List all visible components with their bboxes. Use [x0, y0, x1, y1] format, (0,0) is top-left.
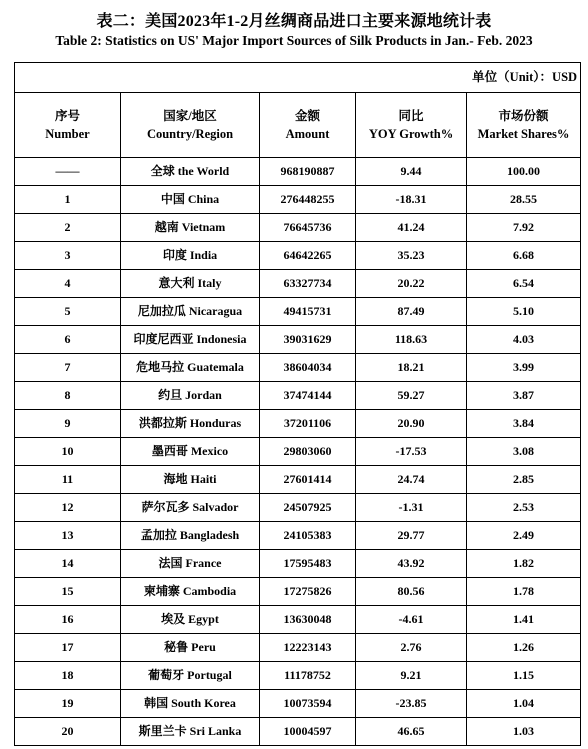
cell-share: 4.03: [467, 326, 581, 354]
cell-country: 印度 India: [121, 242, 260, 270]
cell-yoy: -18.31: [356, 186, 467, 214]
title-english: Table 2: Statistics on US' Major Import Sources of Silk Products in Jan.- Feb. 2023: [55, 33, 533, 48]
cell-number: 5: [15, 298, 121, 326]
cell-amount: 64642265: [260, 242, 356, 270]
table-row: [15, 606, 581, 634]
import-sources-table: [14, 62, 581, 746]
table-row: [15, 634, 581, 662]
cell-country: 秘鲁 Peru: [121, 634, 260, 662]
header-share-en: Market Shares%: [477, 127, 570, 141]
cell-number: 9: [15, 410, 121, 438]
cell-number: 18: [15, 662, 121, 690]
table-row: [15, 578, 581, 606]
table-row: [15, 354, 581, 382]
unit-label: 单位（Unit）：USD: [15, 63, 581, 93]
header-number-cn: 序号: [54, 109, 80, 123]
cell-yoy: 9.44: [356, 158, 467, 186]
table-row: [15, 158, 581, 186]
table-row: [15, 382, 581, 410]
cell-share: 100.00: [467, 158, 581, 186]
cell-share: 2.49: [467, 522, 581, 550]
header-amount-en: Amount: [285, 127, 330, 141]
table-row: [15, 270, 581, 298]
cell-country: 萨尔瓦多 Salvador: [121, 494, 260, 522]
cell-number: 15: [15, 578, 121, 606]
cell-amount: 38604034: [260, 354, 356, 382]
cell-share: 1.04: [467, 690, 581, 718]
cell-country: 葡萄牙 Portugal: [121, 662, 260, 690]
cell-country: 法国 France: [121, 550, 260, 578]
header-share-cn: 市场份额: [498, 109, 549, 123]
cell-country: 危地马拉 Guatemala: [121, 354, 260, 382]
cell-country: 越南 Vietnam: [121, 214, 260, 242]
cell-number: 14: [15, 550, 121, 578]
cell-share: 3.84: [467, 410, 581, 438]
cell-yoy: 80.56: [356, 578, 467, 606]
title-chinese: 表二：美国2023年1-2月丝绸商品进口主要来源地统计表: [96, 13, 492, 30]
table-row: [15, 662, 581, 690]
cell-country: 意大利 Italy: [121, 270, 260, 298]
cell-country: 斯里兰卡 Sri Lanka: [121, 718, 260, 746]
cell-share: 7.92: [467, 214, 581, 242]
cell-share: 5.10: [467, 298, 581, 326]
cell-yoy: 35.23: [356, 242, 467, 270]
cell-number: 19: [15, 690, 121, 718]
cell-yoy: 24.74: [356, 466, 467, 494]
cell-country: 柬埔寨 Cambodia: [121, 578, 260, 606]
cell-number: 11: [15, 466, 121, 494]
cell-yoy: 59.27: [356, 382, 467, 410]
cell-country: 孟加拉 Bangladesh: [121, 522, 260, 550]
cell-number: 12: [15, 494, 121, 522]
header-yoy: [356, 93, 467, 158]
cell-share: 1.03: [467, 718, 581, 746]
cell-country: 韩国 South Korea: [121, 690, 260, 718]
cell-amount: 29803060: [260, 438, 356, 466]
cell-yoy: 2.76: [356, 634, 467, 662]
cell-country: 墨西哥 Mexico: [121, 438, 260, 466]
cell-share: 1.82: [467, 550, 581, 578]
table-row: [15, 550, 581, 578]
table-row: [15, 522, 581, 550]
cell-country: 约旦 Jordan: [121, 382, 260, 410]
cell-number: 13: [15, 522, 121, 550]
cell-yoy: -4.61: [356, 606, 467, 634]
cell-amount: 24105383: [260, 522, 356, 550]
cell-share: 6.54: [467, 270, 581, 298]
cell-yoy: -17.53: [356, 438, 467, 466]
cell-number: 3: [15, 242, 121, 270]
cell-amount: 49415731: [260, 298, 356, 326]
header-amount: [260, 93, 356, 158]
cell-country: 全球 the World: [121, 158, 260, 186]
cell-number: 20: [15, 718, 121, 746]
cell-share: 1.41: [467, 606, 581, 634]
cell-yoy: -23.85: [356, 690, 467, 718]
table-row: [15, 494, 581, 522]
header-number-en: Number: [45, 127, 90, 141]
cell-share: 2.85: [467, 466, 581, 494]
cell-country: 洪都拉斯 Honduras: [121, 410, 260, 438]
cell-country: 海地 Haiti: [121, 466, 260, 494]
table-row: [15, 718, 581, 746]
cell-amount: 13630048: [260, 606, 356, 634]
cell-yoy: 18.21: [356, 354, 467, 382]
unit-row: [15, 63, 581, 93]
cell-yoy: 29.77: [356, 522, 467, 550]
cell-number: 17: [15, 634, 121, 662]
cell-number: 2: [15, 214, 121, 242]
cell-country: 尼加拉瓜 Nicaragua: [121, 298, 260, 326]
cell-number: 16: [15, 606, 121, 634]
header-yoy-en: YOY Growth%: [368, 127, 454, 141]
cell-share: 1.15: [467, 662, 581, 690]
cell-amount: 17275826: [260, 578, 356, 606]
cell-number: ——: [15, 158, 121, 186]
table-row: [15, 690, 581, 718]
cell-share: 3.87: [467, 382, 581, 410]
header-country-cn: 国家/地区: [163, 109, 217, 123]
cell-number: 1: [15, 186, 121, 214]
table-row: [15, 466, 581, 494]
table-row: [15, 298, 581, 326]
header-row: [15, 93, 581, 158]
cell-share: 6.68: [467, 242, 581, 270]
header-amount-cn: 金额: [294, 109, 320, 123]
cell-amount: 17595483: [260, 550, 356, 578]
cell-amount: 24507925: [260, 494, 356, 522]
cell-amount: 63327734: [260, 270, 356, 298]
cell-number: 4: [15, 270, 121, 298]
cell-number: 7: [15, 354, 121, 382]
header-share: [467, 93, 581, 158]
cell-yoy: 9.21: [356, 662, 467, 690]
table-row: [15, 326, 581, 354]
header-number: [15, 93, 121, 158]
cell-yoy: 41.24: [356, 214, 467, 242]
table-row: [15, 410, 581, 438]
header-yoy-cn: 同比: [398, 109, 424, 123]
cell-country: 埃及 Egypt: [121, 606, 260, 634]
cell-amount: 37201106: [260, 410, 356, 438]
cell-amount: 10004597: [260, 718, 356, 746]
cell-amount: 276448255: [260, 186, 356, 214]
cell-amount: 27601414: [260, 466, 356, 494]
cell-share: 3.99: [467, 354, 581, 382]
cell-amount: 10073594: [260, 690, 356, 718]
cell-yoy: 87.49: [356, 298, 467, 326]
cell-yoy: 118.63: [356, 326, 467, 354]
cell-yoy: 20.90: [356, 410, 467, 438]
cell-share: 1.26: [467, 634, 581, 662]
table-row: [15, 186, 581, 214]
cell-country: 中国 China: [121, 186, 260, 214]
cell-amount: 37474144: [260, 382, 356, 410]
cell-number: 8: [15, 382, 121, 410]
cell-number: 10: [15, 438, 121, 466]
table-row: [15, 438, 581, 466]
cell-number: 6: [15, 326, 121, 354]
cell-yoy: -1.31: [356, 494, 467, 522]
cell-yoy: 43.92: [356, 550, 467, 578]
table-row: [15, 242, 581, 270]
cell-share: 3.08: [467, 438, 581, 466]
cell-amount: 39031629: [260, 326, 356, 354]
cell-amount: 12223143: [260, 634, 356, 662]
table-row: [15, 214, 581, 242]
cell-share: 2.53: [467, 494, 581, 522]
cell-yoy: 20.22: [356, 270, 467, 298]
cell-yoy: 46.65: [356, 718, 467, 746]
cell-amount: 11178752: [260, 662, 356, 690]
cell-share: 28.55: [467, 186, 581, 214]
cell-amount: 968190887: [260, 158, 356, 186]
header-country-en: Country/Region: [146, 127, 234, 141]
cell-amount: 76645736: [260, 214, 356, 242]
cell-share: 1.78: [467, 578, 581, 606]
cell-country: 印度尼西亚 Indonesia: [121, 326, 260, 354]
header-country: [121, 93, 260, 158]
